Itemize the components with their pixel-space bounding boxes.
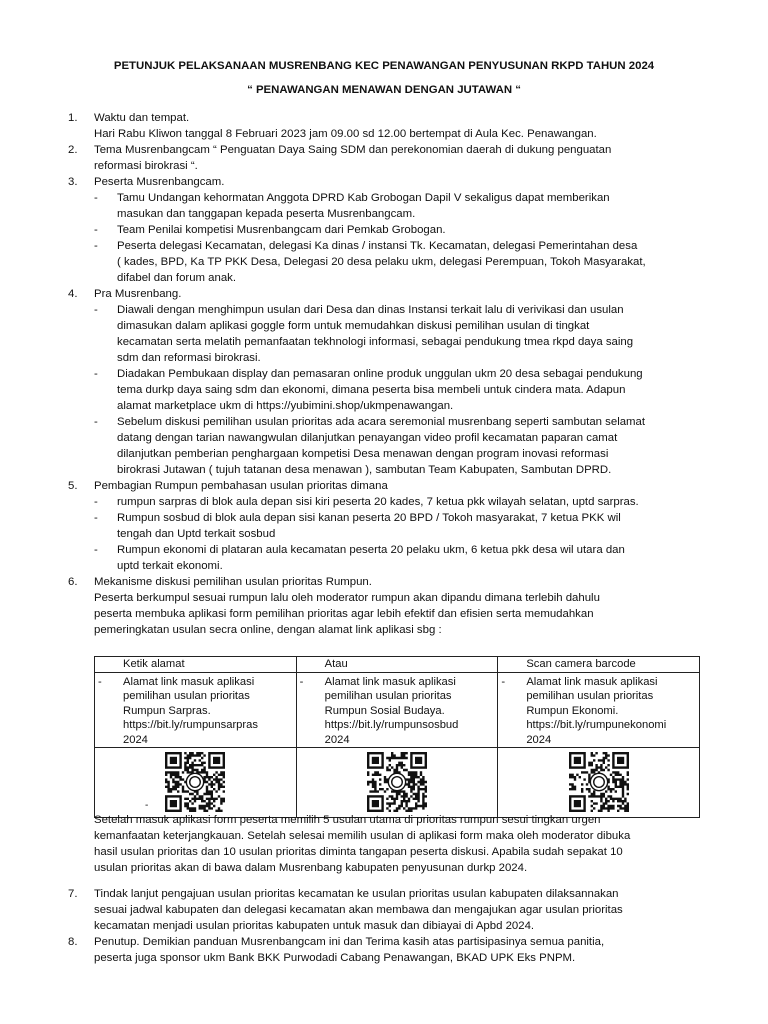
bullet-line: Rumpun ekonomi di plataran aula kecamatan peserta 20 pelaku ukm, 6 ketua pkk desa wil utara dan — [117, 544, 625, 556]
bullet-line: Diadakan Pembukaan display dan pemasaran online produk unggulan ukm 20 desa sebagai pendukung — [117, 368, 643, 380]
item-line: Waktu dan tempat. — [94, 112, 190, 124]
table-header: Scan camera barcode — [498, 657, 700, 673]
cell-line: 2024 — [526, 733, 552, 746]
bullet-line: kecamatan serta melatih pemanfaatan tekhnologi informasi, sebagai pendukung tmea rkpd daya saing — [117, 336, 634, 348]
bullet-line: sdm dan reformasi birokrasi. — [117, 352, 261, 364]
bullet-dash: - — [94, 240, 98, 252]
bullet-line: Diawali dengan menghimpun usulan dari Desa dan dinas Instansi terkait lalu di verivikasi dan usulan — [117, 304, 624, 316]
bullet-line: alamat marketplace ukm di https://yubimini.shop/ukmpenawangan. — [117, 400, 454, 412]
cell-line: Alamat link masuk aplikasi — [324, 675, 456, 688]
qr-cell — [296, 748, 498, 818]
item-line: Tindak lanjut pengajuan usulan prioritas kecamatan ke usulan prioritas usulan kabupaten dilaksannakan — [94, 888, 619, 900]
bullet-line: Team Penilai kompetisi Musrenbangcam dari Pemkab Grobogan. — [117, 224, 446, 236]
bullet-dash: - — [94, 192, 98, 204]
bullet-line: ( kades, BPD, Ka TP PKK Desa, Delegasi 20 desa pelaku ukm, delegasi Perempuan, Tokoh Masyarakat, — [117, 256, 646, 268]
item-line: Peserta Musrenbangcam. — [94, 176, 225, 188]
table-cell-sarpras — [95, 672, 297, 748]
item-line: sesuai jadwal kabupaten dan delegasi kecamatan akan membawa dan mengajukan agar usulan prioritas — [94, 904, 623, 916]
cell-line: Rumpun Sarpras. — [123, 704, 211, 717]
bullet-dash: - — [98, 675, 102, 688]
bullet-line: Rumpun sosbud di blok aula depan sisi kanan peserta 20 BPD / Tokoh masyarakat, 7 ketua PKK wil — [117, 512, 621, 524]
link-table — [94, 656, 700, 818]
bullet-line: uptd terkait ekonomi. — [117, 560, 223, 572]
cell-line: Alamat link masuk aplikasi — [526, 675, 658, 688]
link-ekonomi[interactable]: https://bit.ly/rumpunekonomi — [526, 719, 667, 731]
cell-line: 2024 — [123, 733, 148, 746]
bullet-dash: - — [94, 496, 98, 508]
item-line: Tema Musrenbangcam “ Penguatan Daya Saing SDM dan perekonomian daerah di dukung penguatan — [94, 144, 612, 156]
item-number: 8. — [68, 936, 78, 948]
item-line: Penutup. Demikian panduan Musrenbangcam ini dan Terima kasih atas partisipasinya semua panitia, — [94, 936, 605, 948]
bullet-line: tema durkp daya saing sdm dan ekonomi, dimana peserta bisa membeli untuk cindera mata. Adapun — [117, 384, 626, 396]
item-line: Hari Rabu Kliwon tanggal 8 Februari 2023 jam 09.00 sd 12.00 bertempat di Aula Kec. Penawangan. — [94, 128, 597, 140]
bullet-line: tengah dan Uptd terkait sosbud — [117, 528, 276, 540]
bullet-dash: - — [94, 368, 98, 380]
bullet-dash: - — [501, 675, 506, 688]
item-line: kecamatan menjadi usulan prioritas kabupaten untuk masuk dan dibiayai di Apbd 2024. — [94, 920, 535, 932]
cell-line: pemilihan usulan prioritas — [526, 690, 654, 702]
bullet-dash: - — [94, 544, 98, 556]
paragraph-line: Setelah masuk aplikasi form peserta memilih 5 usulan utama di prioritas rumpun sesui tingkan urgen — [94, 814, 601, 826]
item-number: 1. — [68, 112, 78, 124]
bullet-line: Tamu Undangan kehormatan Anggota DPRD Kab Grobogan Dapil V sekaligus dapat memberikan — [117, 192, 610, 204]
bullet-dash: - — [94, 416, 98, 428]
bullet-dash: - — [94, 304, 98, 316]
table-cell-sosbud — [296, 672, 498, 748]
item-line: pemeringkatan usulan secra online, dengan alamat link aplikasi sbg : — [94, 624, 442, 636]
item-line: Peserta berkumpul sesuai rumpun lalu oleh moderator rumpun akan dipandu dimana terlebih dahulu — [94, 592, 600, 604]
qr-cell — [498, 748, 700, 818]
cell-line: pemilihan usulan prioritas — [324, 690, 452, 702]
cell-line: Rumpun Sosial Budaya. — [324, 704, 445, 717]
item-number: 2. — [68, 144, 78, 156]
qr-code-icon[interactable] — [569, 752, 629, 817]
paragraph-line: hasil usulan prioritas dan 10 usulan prioritas diminta tangapan peserta diskusi. Apabila sudah sepakat 10 — [94, 846, 623, 858]
bullet-line: masukan dan tanggapan kepada peserta Musrenbangcam. — [117, 208, 416, 220]
table-cell-ekonomi — [498, 672, 700, 748]
document-subtitle: “ PENAWANGAN MENAWAN DENGAN JUTAWAN “ — [247, 84, 521, 96]
cell-line: Alamat link masuk aplikasi — [123, 675, 255, 688]
qr-code-icon[interactable] — [165, 752, 225, 817]
cell-line: pemilihan usulan prioritas — [123, 690, 250, 702]
item-line: Pembagian Rumpun pembahasan usulan prioritas dimana — [94, 480, 388, 492]
bullet-line: difabel dan forum anak. — [117, 272, 237, 284]
paragraph-line: kemanfaatan keterjangkauan. Setelah selesai memilih usulan di aplikasi form maka oleh moderator dibuka — [94, 830, 631, 842]
bullet-line: dilanjutkan pemberian penghargaan kompetisi Desa menawan dengan program inovasi reformasi — [117, 448, 609, 460]
link-sarpras[interactable]: https://bit.ly/rumpunsarpras — [123, 719, 258, 731]
item-number: 4. — [68, 288, 78, 300]
bullet-line: Peserta delegasi Kecamatan, delegasi Ka dinas / instansi Tk. Kecamatan, delegasi Pemerintahan desa — [117, 240, 638, 252]
bullet-line: rumpun sarpras di blok aula depan sisi kiri peserta 20 kades, 7 ketua pkk wilayah selatan, uptd sarpras. — [117, 496, 639, 508]
cell-line: Rumpun Ekonomi. — [526, 704, 619, 717]
item-line: Mekanisme diskusi pemilihan usulan prioritas Rumpun. — [94, 576, 372, 588]
bullet-dash: - — [94, 512, 98, 524]
qr-cell — [95, 748, 297, 818]
item-line: peserta membuka aplikasi form pemilihan prioritas agar lebih efektif dan efisien serta memudahkan — [94, 608, 594, 620]
bullet-line: birokrasi Jutawan ( tujuh tatanan desa menawan ), sambutan Team Kabupaten, Sambutan DPRD. — [117, 464, 612, 476]
bullet-dash: - — [94, 224, 98, 236]
cell-line: 2024 — [324, 733, 350, 746]
item-number: 5. — [68, 480, 78, 492]
document-title: PETUNJUK PELAKSANAAN MUSRENBANG KEC PENAWANGAN PENYUSUNAN RKPD TAHUN 2024 — [113, 60, 655, 72]
item-line: reformasi birokrasi “. — [94, 160, 198, 172]
item-number: 6. — [68, 576, 78, 588]
item-line: peserta juga sponsor ukm Bank BKK Purwodadi Cabang Penawangan, BKAD UPK Eks PNPM. — [94, 952, 576, 964]
item-number: 3. — [68, 176, 78, 188]
bullet-line: Sebelum diskusi pemilihan usulan prioritas ada acara seremonial musrenbang seperti sambutan selamat — [117, 416, 646, 428]
table-header: Atau — [296, 657, 498, 673]
item-number: 7. — [68, 888, 78, 900]
link-sosbud[interactable]: https://bit.ly/rumpunsosbud — [324, 719, 459, 731]
bullet-dash: - — [299, 675, 304, 688]
item-line: Pra Musrenbang. — [94, 288, 182, 300]
qr-code-icon[interactable] — [367, 752, 427, 817]
bullet-line: dimasukan dalam aplikasi goggle form untuk memudahkan diskusi pemilihan usulan di tingkat — [117, 320, 590, 332]
paragraph-line: usulan prioritas akan di bawa dalam Musrenbang kabupaten penyusunan durkp 2024. — [94, 862, 528, 874]
bullet-line: datang dengan tarian nawangwulan dilanjutkan penayangan video profil kecamatan paparan camat — [117, 432, 618, 444]
stray-dash: - — [145, 800, 149, 811]
table-header: Ketik alamat — [95, 657, 297, 673]
